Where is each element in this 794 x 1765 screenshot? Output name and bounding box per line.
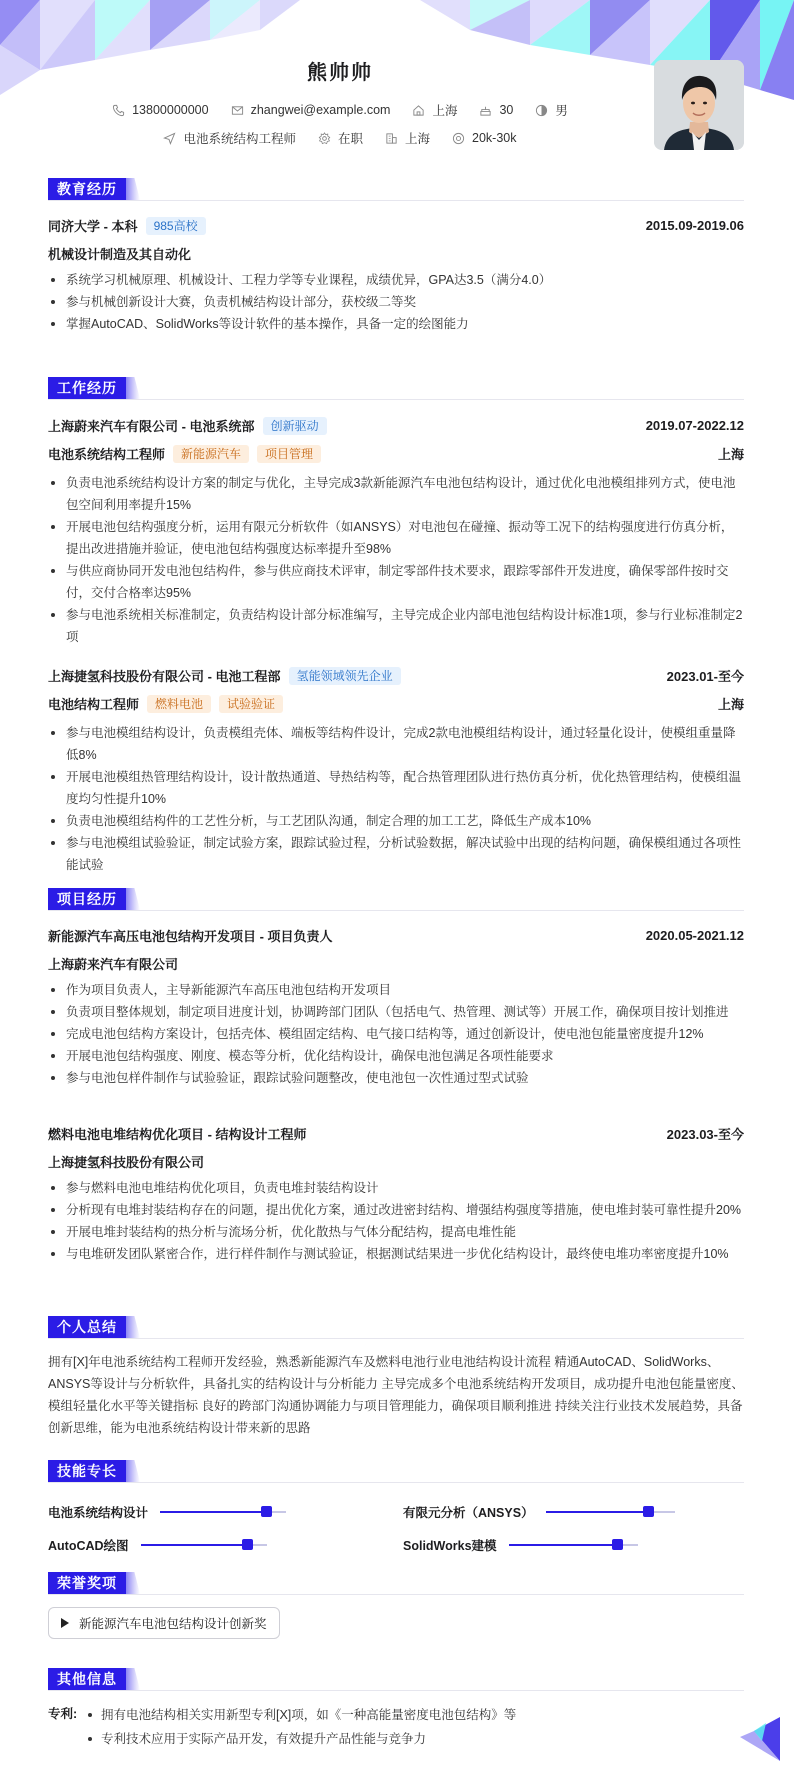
summary-text: 拥有[X]年电池系统结构工程师开发经验，熟悉新能源汽车及燃料电池行业电池结构设计流程 精通AutoCAD、SolidWorks、ANSYS等设计与分析软件，具备扎实的结构设计与分析能力 主导完成多个电池系统结构开发项目，成功提升电池包能量密度、模组轻量化水平等关键指标 良好的跨部门沟通协调能力与项目管理能力，确保项目顺利推进 持续关注行业技术发展趋势，具备创新思维，能为电池系统结构设计带来新的思路 bbox=[48, 1355, 744, 1435]
education-major-row bbox=[48, 244, 744, 263]
contact-gender bbox=[535, 101, 568, 119]
work-date: 2019.07-2022.12 bbox=[645, 418, 744, 433]
job-position bbox=[163, 129, 296, 147]
list-item: 专利技术应用于实际产品开发，有效提升产品性能与竞争力 bbox=[83, 1727, 516, 1751]
contact-age bbox=[479, 103, 513, 117]
list-item: 开展电池包结构强度分析，运用有限元分析软件（如ANSYS）对电池包在碰撞、振动等工况下的结构强度进行仿真分析，提出改进措施并验证，使电池包结构强度达标率提升至98% bbox=[48, 516, 744, 560]
school-name: 同济大学 - 本科 bbox=[48, 219, 138, 234]
education-date: 2015.09-2019.06 bbox=[645, 218, 744, 233]
gender-icon bbox=[535, 104, 548, 117]
other-title-label: 其他信息 bbox=[48, 1668, 126, 1690]
skill-item bbox=[403, 1503, 675, 1521]
contact-phone bbox=[112, 103, 208, 117]
work-city: 上海 bbox=[717, 697, 744, 712]
list-item: 参与电池系统相关标准制定，负责结构设计部分标准编写，主导完成企业内部电池包结构设计标准1项，参与行业标准制定2项 bbox=[48, 604, 744, 648]
gender-text: 男 bbox=[555, 104, 568, 118]
project-section bbox=[48, 888, 744, 1261]
education-title-label: 教育经历 bbox=[48, 178, 126, 200]
list-item: 系统学习机械原理、机械设计、工程力学等专业课程，成绩优异，GPA达3.5（满分4.0） bbox=[48, 269, 744, 291]
work-section bbox=[48, 377, 744, 872]
age-icon bbox=[479, 104, 492, 117]
skill-bar-knob bbox=[261, 1506, 272, 1517]
city-text: 上海 bbox=[432, 104, 458, 118]
skill-name: AutoCAD绘图 bbox=[48, 1539, 129, 1553]
list-item: 与电堆研发团队紧密合作，进行样件制作与测试验证，根据测试结果进一步优化结构设计，最终使电堆功率密度提升10% bbox=[48, 1243, 744, 1265]
status-text: 在职 bbox=[338, 132, 364, 146]
project-1-header bbox=[48, 926, 744, 945]
work-2-bullets bbox=[48, 722, 744, 876]
job-city bbox=[385, 129, 430, 147]
work-city: 上海 bbox=[717, 447, 744, 462]
list-item: 拥有电池结构相关实用新型专利[X]项，如《一种高能量密度电池包结构》等 bbox=[83, 1703, 516, 1727]
skill-bar-fill bbox=[546, 1511, 649, 1513]
list-item: 开展电堆封装结构的热分析与流场分析，优化散热与气体分配结构，提高电堆性能 bbox=[48, 1221, 744, 1243]
project-title-text: 燃料电池电堆结构优化项目 - 结构设计工程师 bbox=[48, 1127, 307, 1142]
company-name: 上海蔚来汽车有限公司 - 电池系统部 bbox=[48, 419, 255, 434]
awards-section bbox=[48, 1572, 744, 1631]
section-title-decoration bbox=[126, 888, 140, 910]
candidate-name: 熊帅帅 bbox=[307, 62, 373, 84]
project-2-header bbox=[48, 1124, 744, 1143]
list-item: 完成电池包结构方案设计，包括壳体、模组固定结构、电气接口结构等，通过创新设计，使电池包能量密度提升12% bbox=[48, 1023, 744, 1045]
section-title-decoration bbox=[126, 1668, 140, 1690]
corner-triangle-decoration bbox=[740, 1717, 780, 1761]
education-title bbox=[48, 178, 744, 201]
skill-name: SolidWorks建模 bbox=[403, 1539, 497, 1553]
skill-bar bbox=[141, 1544, 267, 1546]
work-2-role-row bbox=[48, 694, 744, 713]
award-item[interactable] bbox=[48, 1607, 280, 1639]
awards-title bbox=[48, 1572, 744, 1595]
project-title bbox=[48, 888, 744, 911]
job-row bbox=[0, 129, 680, 147]
project-date: 2020.05-2021.12 bbox=[645, 928, 744, 943]
skill-item bbox=[403, 1536, 638, 1554]
section-title-decoration bbox=[126, 1316, 140, 1338]
job-salary bbox=[452, 131, 516, 145]
summary-section bbox=[48, 1316, 744, 1435]
list-item: 参与电池模组结构设计，负责模组壳体、端板等结构件设计，完成2款电池模组结构设计，通过轻量化设计，使模组重量降低8% bbox=[48, 722, 744, 766]
list-item: 掌握AutoCAD、SolidWorks等设计软件的基本操作，具备一定的绘图能力 bbox=[48, 313, 744, 335]
project-title-label: 项目经历 bbox=[48, 888, 126, 910]
skill-item bbox=[48, 1536, 267, 1554]
summary-title bbox=[48, 1316, 744, 1339]
skill-bar-fill bbox=[160, 1511, 267, 1513]
work-title-label: 工作经历 bbox=[48, 377, 126, 399]
school-tag: 985高校 bbox=[146, 217, 206, 235]
other-label: 专利: bbox=[48, 1707, 78, 1721]
education-bullets bbox=[48, 269, 744, 335]
skill-item bbox=[48, 1503, 286, 1521]
company-name: 上海捷氢科技股份有限公司 - 电池工程部 bbox=[48, 669, 281, 684]
project-2-bullets bbox=[48, 1177, 744, 1265]
list-item: 分析现有电堆封装结构存在的问题，提出优化方案，通过改进密封结构、增强结构强度等措施，使电堆封装可靠性提升20% bbox=[48, 1199, 744, 1221]
awards-title-label: 荣誉奖项 bbox=[48, 1572, 126, 1594]
job-city-text: 上海 bbox=[405, 132, 431, 146]
skill-bar-fill bbox=[509, 1544, 619, 1546]
role-name: 电池结构工程师 bbox=[48, 697, 140, 712]
contact-city bbox=[412, 101, 457, 119]
other-title bbox=[48, 1668, 744, 1691]
project-1-bullets bbox=[48, 979, 744, 1089]
contact-row bbox=[0, 101, 680, 119]
role-tag: 新能源汽车 bbox=[173, 445, 249, 463]
skill-bar-fill bbox=[141, 1544, 248, 1546]
list-item: 参与电池包样件制作与试验验证，跟踪试验问题整改，使电池包一次性通过型式试验 bbox=[48, 1067, 744, 1089]
list-item: 负责电池模组结构件的工艺性分析，与工艺团队沟通，制定合理的加工工艺，降低生产成本10% bbox=[48, 810, 744, 832]
send-icon bbox=[163, 132, 176, 145]
company-tag: 氢能领域领先企业 bbox=[289, 667, 401, 685]
home-icon bbox=[412, 104, 425, 117]
other-list bbox=[83, 1703, 516, 1751]
skill-name: 有限元分析（ANSYS） bbox=[403, 1506, 534, 1520]
section-title-decoration bbox=[126, 1460, 140, 1482]
other-section bbox=[48, 1668, 744, 1746]
education-section bbox=[48, 178, 744, 331]
major-name: 机械设计制造及其自动化 bbox=[48, 247, 192, 262]
list-item: 开展电池包结构强度、刚度、模态等分析，优化结构设计，确保电池包满足各项性能要求 bbox=[48, 1045, 744, 1067]
skill-name: 电池系统结构设计 bbox=[48, 1506, 149, 1520]
salary-icon bbox=[452, 132, 465, 145]
list-item: 参与燃料电池电堆结构优化项目，负责电堆封装结构设计 bbox=[48, 1177, 744, 1199]
avatar-portrait bbox=[654, 60, 744, 150]
avatar-photo bbox=[654, 60, 744, 150]
role-tag: 项目管理 bbox=[257, 445, 321, 463]
skill-bar bbox=[546, 1511, 675, 1513]
project-org: 上海捷氢科技股份有限公司 bbox=[48, 1155, 205, 1170]
list-item: 开展电池模组热管理结构设计，设计散热通道、导热结构等，配合热管理团队进行热仿真分析，优化热管理结构，使模组温度均匀性提升10% bbox=[48, 766, 744, 810]
role-tag: 燃料电池 bbox=[147, 695, 211, 713]
position-text: 电池系统结构工程师 bbox=[183, 132, 296, 146]
skills-section bbox=[48, 1460, 744, 1553]
job-status bbox=[318, 129, 363, 147]
contact-email bbox=[231, 103, 391, 117]
list-item: 作为项目负责人，主导新能源汽车高压电池包结构开发项目 bbox=[48, 979, 744, 1001]
list-item: 负责电池系统结构设计方案的制定与优化，主导完成3款新能源汽车电池包结构设计，通过优化电池模组排列方式，使电池包空间利用率提升15% bbox=[48, 472, 744, 516]
work-2-header bbox=[48, 666, 744, 685]
play-arrow-icon bbox=[61, 1618, 69, 1628]
work-1-bullets bbox=[48, 472, 744, 648]
work-title bbox=[48, 377, 744, 400]
skill-bar bbox=[509, 1544, 638, 1546]
skills-title-label: 技能专长 bbox=[48, 1460, 126, 1482]
age-text: 30 bbox=[499, 103, 514, 117]
building-icon bbox=[385, 132, 398, 145]
company-tag: 创新驱动 bbox=[263, 417, 327, 435]
list-item: 参与机械创新设计大赛，负责机械结构设计部分，获校级二等奖 bbox=[48, 291, 744, 313]
salary-text: 20k-30k bbox=[472, 131, 517, 145]
project-1-org-row bbox=[48, 954, 744, 973]
skill-bar bbox=[160, 1511, 286, 1513]
project-date: 2023.03-至今 bbox=[666, 1127, 744, 1142]
role-name: 电池系统结构工程师 bbox=[48, 447, 166, 462]
phone-icon bbox=[112, 104, 125, 117]
list-item: 负责项目整体规划，制定项目进度计划，协调跨部门团队（包括电气、热管理、测试等）开展工作，确保项目按计划推进 bbox=[48, 1001, 744, 1023]
work-1-role-row bbox=[48, 444, 744, 463]
work-1-header bbox=[48, 416, 744, 435]
email-text: zhangwei@example.com bbox=[250, 103, 391, 117]
skill-bar-knob bbox=[643, 1506, 654, 1517]
skill-bar-knob bbox=[242, 1539, 253, 1550]
education-header bbox=[48, 216, 744, 235]
section-title-decoration bbox=[126, 178, 140, 200]
mail-icon bbox=[231, 104, 244, 117]
project-2-org-row bbox=[48, 1152, 744, 1171]
section-title-decoration bbox=[126, 1572, 140, 1594]
summary-title-label: 个人总结 bbox=[48, 1316, 126, 1338]
award-text: 新能源汽车电池包结构设计创新奖 bbox=[79, 1617, 267, 1631]
gear-icon bbox=[318, 132, 331, 145]
list-item: 参与电池模组试验验证，制定试验方案，跟踪试验过程，分析试验数据，解决试验中出现的结构问题，确保模组通过各项性能试验 bbox=[48, 832, 744, 876]
skill-bar-knob bbox=[612, 1539, 623, 1550]
work-date: 2023.01-至今 bbox=[666, 669, 744, 684]
section-title-decoration bbox=[126, 377, 140, 399]
role-tag: 试验验证 bbox=[219, 695, 283, 713]
list-item: 与供应商协同开发电池包结构件，参与供应商技术评审，制定零部件技术要求，跟踪零部件开发进度，确保零部件按时交付，交付合格率达95% bbox=[48, 560, 744, 604]
skills-title bbox=[48, 1460, 744, 1483]
project-title-text: 新能源汽车高压电池包结构开发项目 - 项目负责人 bbox=[48, 929, 333, 944]
project-org: 上海蔚来汽车有限公司 bbox=[48, 957, 179, 972]
phone-text: 13800000000 bbox=[132, 103, 209, 117]
